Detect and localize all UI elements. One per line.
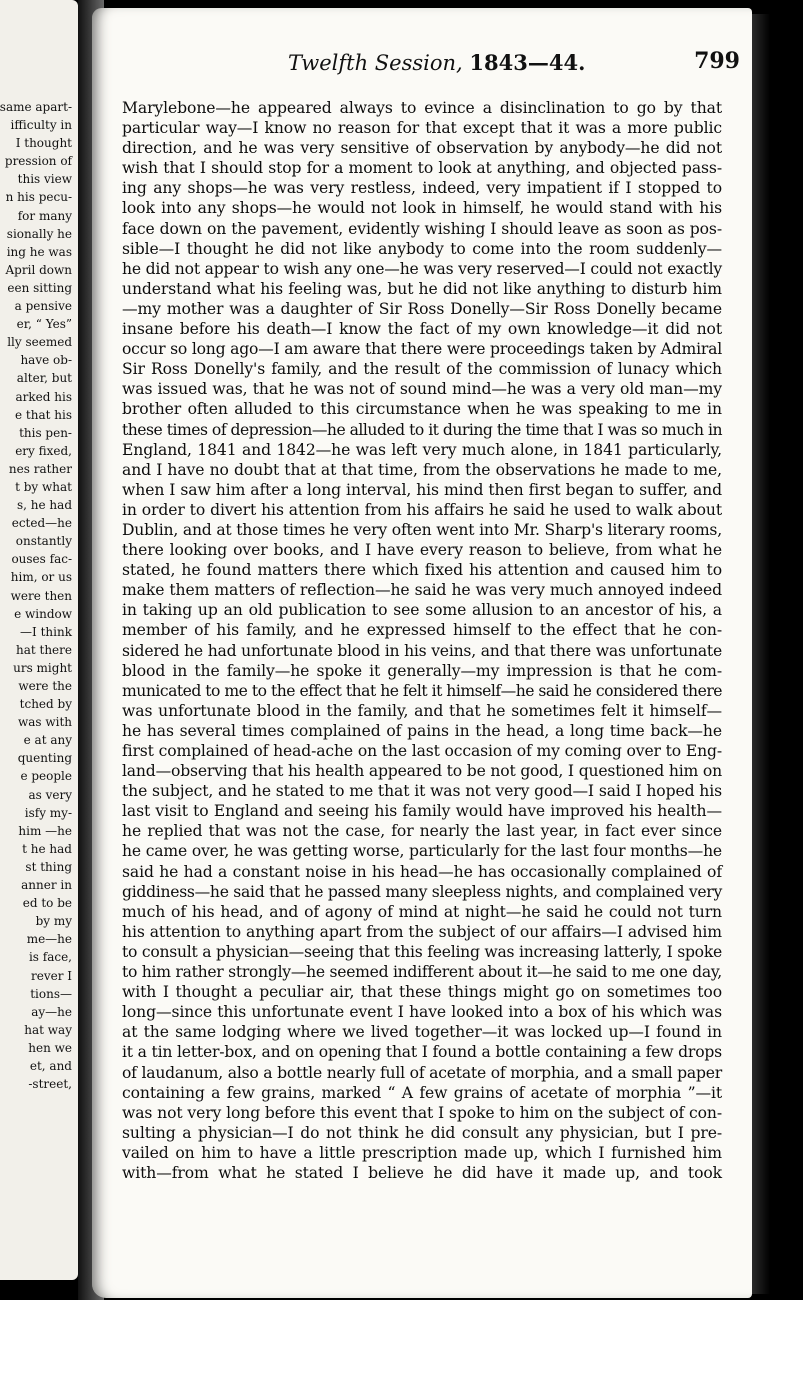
facing-page-line: tched by: [19, 697, 72, 712]
text-line: with I thought a peculiar air, that these things might go on sometimes too: [122, 983, 722, 1002]
facing-page-line: ay—he: [31, 1004, 72, 1019]
text-line: he has several times complained of pains in the head, a long time back—he: [122, 721, 722, 740]
text-line: he came over, he was getting worse, particularly for the last four months—he: [122, 842, 722, 861]
text-line: make them matters of reflection—he said he was very much annoyed indeed: [122, 581, 722, 600]
facing-page-line: er, “ Yes”: [16, 317, 72, 332]
running-head: [288, 50, 585, 75]
text-line: giddiness—he said that he passed many sleepless nights, and complained very: [122, 882, 722, 901]
facing-page-line: for many: [17, 208, 72, 223]
text-line: brother often alluded to this circumstance when he was speaking to me in: [122, 400, 722, 419]
facing-page-line: n his pecu-: [5, 190, 72, 205]
text-line: sible—I thought he did not like anybody to come into the room suddenly—: [122, 239, 722, 258]
text-line: England, 1841 and 1842—he was left very much alone, in 1841 particularly,: [122, 440, 722, 459]
facing-page-line: tions—: [30, 986, 72, 1001]
text-line: understand what his feeling was, but he did not like anything to disturb him: [122, 279, 722, 298]
facing-page-line: et, and: [29, 1058, 72, 1073]
facing-page-line: e people: [20, 769, 72, 784]
text-line: said he had a constant noise in his head—he has occasionally complained of: [122, 862, 722, 881]
text-line: much of his head, and of agony of mind at night—he said he could not turn: [122, 902, 722, 921]
text-line: he replied that was not the case, for nearly the last year, in fact ever since: [122, 822, 722, 841]
text-line: occur so long ago—I am aware that there were proceedings taken by Admiral: [122, 340, 722, 359]
text-line: was issued was, that he was not of sound mind—he was a very old man—my: [122, 380, 722, 399]
text-line: at the same lodging where we lived together—it was locked up—I found in: [122, 1023, 722, 1042]
text-line: containing a few grains, marked “ A few grains of acetate of morphia ”—it: [122, 1083, 722, 1102]
text-line: ing any shops—he was very restless, indeed, very impatient if I stopped to: [122, 179, 722, 198]
facing-page-line: e that his: [15, 407, 72, 422]
text-line: when I saw him after a long interval, his mind then first began to suffer, and: [122, 480, 722, 499]
text-line: face down on the pavement, evidently wishing I should leave as soon as pos-: [122, 219, 722, 238]
facing-page-line: him, or us: [10, 570, 72, 585]
text-line: of laudanum, also a bottle nearly full of acetate of morphia, and a small paper: [122, 1063, 722, 1082]
facing-page-line: me—he: [26, 932, 72, 947]
text-line: there looking over books, and I have every reason to believe, from what he: [122, 541, 722, 560]
facing-page-line: were the: [18, 679, 72, 693]
text-line: and I have no doubt that at that time, from the observations he made to me,: [122, 460, 722, 479]
facing-page-line: —I think: [20, 624, 72, 639]
text-line: long—since this unfortunate event I have looked into a box of his which was: [122, 1003, 722, 1022]
facing-page-line: hat there: [15, 642, 72, 657]
facing-page-line: April down: [5, 262, 72, 277]
facing-page-line: ifficulty in: [10, 118, 72, 133]
facing-page-line: same apart-: [0, 100, 72, 114]
text-line: his attention to anything apart from the subject of our affairs—I advised him: [122, 922, 722, 941]
text-line: he did not appear to wish any one—he was very reserved—I could not exactly: [122, 259, 722, 278]
facing-page-line: lly seemed: [7, 335, 72, 350]
text-line: the subject, and he stated to me that it was not very good—I said I hoped his: [122, 782, 722, 801]
text-line: Dublin, and at those times he very often went into Mr. Sharp's literary rooms,: [122, 520, 722, 539]
facing-page-line: t he had: [22, 841, 72, 856]
page-edge: [752, 14, 770, 1294]
text-line: sidered he had unfortunate blood in his veins, and that there was unfortunate: [122, 641, 722, 660]
text-line: look into any shops—he would not look in himself, he would stand with his: [122, 199, 722, 218]
text-line: land—observing that his health appeared to be not good, I questioned him on: [122, 762, 722, 781]
text-line: these times of depression—he alluded to it during the time that I was so much in: [122, 420, 722, 439]
facing-page-line: as very: [28, 787, 72, 802]
facing-page-line: this pen-: [19, 425, 72, 440]
text-line: with—from what he stated I believe he did have it made up, and took: [122, 1163, 722, 1182]
facing-page-line: is face,: [28, 950, 72, 965]
text-line: vailed on him to have a little prescription made up, which I furnished him: [122, 1143, 722, 1162]
facing-page-line: s, he had: [17, 498, 72, 513]
facing-page-line: hat way: [24, 1022, 72, 1037]
facing-page-line: ed to be: [22, 896, 72, 911]
running-head-years: 1843—44.: [469, 50, 586, 75]
facing-page-line: by my: [35, 914, 72, 929]
facing-page-line: have ob-: [20, 353, 72, 368]
text-line: in order to divert his attention from his affairs he said he used to walk about: [122, 500, 722, 519]
facing-page-line: e window: [14, 606, 72, 621]
text-line: in taking up an old publication to see some allusion to an ancestor of his, a: [122, 601, 722, 620]
text-line: blood in the family—he spoke it generally—my impression is that he com-: [122, 661, 722, 680]
facing-page-line: sionally he: [6, 226, 72, 241]
body-text: [122, 98, 722, 1183]
facing-page-line: nes rather: [8, 461, 72, 476]
facing-page-line: rever I: [30, 968, 72, 983]
facing-page-line: were then: [10, 588, 72, 603]
facing-page-fragment: [0, 0, 78, 1280]
text-line: stated, he found matters there which fixed his attention and caused him to: [122, 561, 722, 580]
facing-page-line: -street,: [28, 1077, 72, 1092]
facing-page-line: him —he: [18, 823, 72, 838]
text-line: Marylebone—he appeared always to evince a disinclination to go by that: [122, 99, 722, 117]
text-line: last visit to England and seeing his family would have improved his health—: [122, 802, 722, 821]
facing-page-line: pression of: [4, 154, 72, 169]
text-line: was not very long before this event that I spoke to him on the subject of con-: [122, 1103, 722, 1122]
facing-page-line: was with: [17, 715, 72, 730]
text-line: Sir Ross Donelly's family, and the result of the commission of lunacy which: [122, 360, 722, 379]
page-number: 799: [694, 48, 740, 74]
text-line: it a tin letter-box, and on opening that I found a bottle containing a few drops: [122, 1043, 722, 1062]
running-head-session: Twelfth Session,: [288, 51, 463, 75]
text-line: first complained of head-ache on the last occasion of my coming over to Eng-: [122, 742, 722, 760]
book-page: [92, 8, 752, 1298]
text-line: municated to me to the effect that he felt it himself—he said he considered there: [122, 681, 722, 700]
facing-page-line: ouses fac-: [11, 552, 72, 567]
facing-page-line: hen we: [28, 1040, 72, 1055]
facing-page-line: onstantly: [15, 534, 72, 549]
text-line: to him rather strongly—he seemed indifferent about it—he said to me one day,: [122, 963, 722, 982]
scan-margin: [0, 1300, 803, 1399]
facing-page-line: st thing: [25, 859, 72, 874]
facing-page-line: I thought: [15, 136, 72, 151]
facing-page-line: een sitting: [7, 280, 72, 295]
text-line: insane before his death—I know the fact of my own knowledge—it did not: [122, 320, 722, 339]
facing-page-line: ery fixed,: [15, 443, 72, 458]
facing-page-line: e at any: [23, 733, 72, 748]
page-header: [92, 46, 752, 76]
facing-page-line: arked his: [15, 389, 72, 404]
facing-page-line: isfy my-: [24, 805, 72, 820]
text-line: was unfortunate blood in the family, and that he sometimes felt it himself—: [122, 701, 722, 720]
facing-page-line: ected—he: [11, 516, 72, 531]
facing-page-line: this view: [17, 172, 72, 187]
text-line: to consult a physician—seeing that this feeling was increasing latterly, I spoke: [122, 942, 722, 961]
text-line: —my mother was a daughter of Sir Ross Donelly—Sir Ross Donelly became: [122, 299, 722, 318]
facing-page-line: a pensive: [14, 299, 72, 314]
facing-page-text: [0, 98, 72, 1093]
facing-page-line: anner in: [21, 878, 72, 893]
facing-page-line: urs might: [13, 660, 72, 675]
facing-page-line: t by what: [15, 479, 72, 494]
text-line: member of his family, and he expressed himself to the effect that he con-: [122, 621, 722, 640]
facing-page-line: ing he was: [6, 244, 72, 259]
text-line: direction, and he was very sensitive of observation by anybody—he did not: [122, 139, 722, 158]
facing-page-line: quenting: [17, 751, 72, 766]
text-line: particular way—I know no reason for that except that it was a more public: [122, 119, 722, 138]
text-line: wish that I should stop for a moment to look at anything, and objected pass-: [122, 159, 722, 178]
text-line: sulting a physician—I do not think he did consult any physician, but I pre-: [122, 1123, 722, 1142]
facing-page-line: alter, but: [16, 371, 72, 386]
